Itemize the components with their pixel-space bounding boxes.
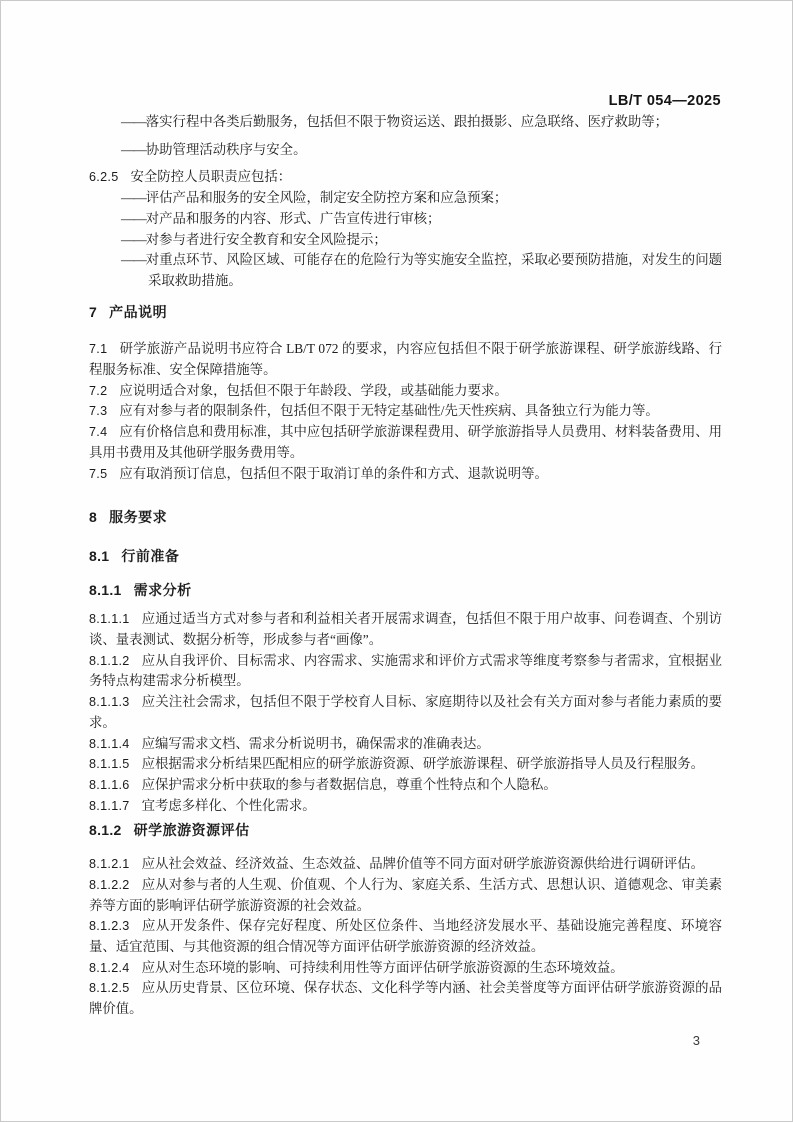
- clause-8-1-2-5: [89, 978, 722, 1019]
- clause-text: 应从开发条件、保存完好程度、所处区位条件、当地经济发展水平、基础设施完善程度、环境容量、适宜范围、与其他资源的组合情况等方面评估研学旅游资源的经济效益。: [89, 918, 722, 954]
- clause-number: 8.1.2.1: [89, 857, 130, 872]
- carryover-dash-list: [89, 112, 722, 160]
- section-8-heading: [89, 507, 722, 528]
- clause-text: 应编写需求文档、需求分析说明书，确保需求的准确表达。: [141, 735, 490, 751]
- list-item: [89, 112, 722, 133]
- dash-prefix: ——: [121, 141, 146, 157]
- clause-number: 8.1.1.6: [89, 777, 130, 792]
- clause-number: 8.1.1.5: [89, 757, 130, 772]
- clause-text: 应有价格信息和费用标准，其中应包括研学旅游课程费用、研学旅游指导人员费用、材料装备费用、用具用书费用及其他研学服务费用等。: [89, 424, 722, 460]
- clause-number: 7.4: [89, 425, 108, 440]
- section-7-heading: [89, 302, 722, 323]
- list-item-text: 评估产品和服务的安全风险，制定安全防控方案和应急预案；: [145, 190, 508, 206]
- list-item: [89, 209, 722, 230]
- section-8-1-2-heading: [89, 820, 722, 841]
- clause-number: 8.1.1.3: [89, 695, 130, 710]
- clause-8-1-1-7: [89, 796, 722, 817]
- section-number: 8: [89, 509, 98, 526]
- section-number: 8.1.2: [89, 822, 122, 839]
- clause-number: 7.3: [89, 404, 108, 419]
- section-number: 7: [89, 303, 98, 320]
- section-title: 需求分析: [133, 581, 192, 598]
- list-item-text: 对参与者进行安全教育和安全风险提示；: [145, 231, 387, 247]
- list-item-text: 对重点环节、风险区域、可能存在的危险行为等实施安全监控，采取必要预防措施，对发生的问题采取救助措施。: [145, 252, 722, 288]
- section-title: 产品说明: [109, 303, 168, 320]
- list-item: [89, 250, 722, 291]
- clause-8-1-1-4: [89, 734, 722, 755]
- clause-8-1-1-2: [89, 651, 722, 692]
- clause-text: 应根据需求分析结果匹配相应的研学旅游资源、研学旅游课程、研学旅游指导人员及行程服务。: [141, 756, 705, 772]
- clause-number: 7.1: [89, 342, 108, 357]
- clause-7-5: [89, 464, 722, 485]
- clause-text: 宜考虑多样化、个性化需求。: [141, 797, 316, 813]
- clause-text: 应从历史背景、区位环境、保存状态、文化科学等内涵、社会美誉度等方面评估研学旅游资源的品牌价值。: [89, 980, 722, 1017]
- standard-code-header: LB/T 054—2025: [608, 93, 721, 109]
- clause-number: 8.1.1.7: [89, 798, 130, 813]
- list-item: [89, 188, 722, 209]
- clause-8-1-2-3: [89, 916, 722, 957]
- section-8-1-heading: [89, 546, 722, 567]
- clause-number: 6.2.5: [89, 170, 119, 185]
- clause-text: 研学旅游产品说明书应符合 LB/T 072 的要求，内容应包括但不限于研学旅游课程、研学旅游线路、行程服务标准、安全保障措施等。: [89, 341, 722, 378]
- dash-prefix: ——: [121, 252, 146, 268]
- clause-8-1-2-1: [89, 854, 722, 875]
- list-item: [89, 230, 722, 251]
- clause-8-1-2-4: [89, 958, 722, 979]
- clause-8-1-2-2: [89, 875, 722, 916]
- list-item-text: 协助管理活动秩序与安全。: [145, 141, 307, 157]
- section-title: 行前准备: [121, 547, 180, 564]
- dash-prefix: ——: [121, 190, 146, 206]
- list-item-text: 对产品和服务的内容、形式、广告宣传进行审核；: [145, 210, 441, 226]
- section-number: 8.1.1: [89, 581, 122, 598]
- clause-text: 应从自我评价、目标需求、内容需求、实施需求和评价方式需求等维度考察参与者需求，宜根据业务特点构建需求分析模型。: [89, 652, 722, 689]
- clause-text: 安全防控人员职责应包括：: [130, 169, 292, 185]
- clause-7-1: [89, 339, 722, 380]
- clause-text: 应保护需求分析中获取的参与者数据信息，尊重个性特点和个人隐私。: [141, 776, 557, 792]
- clause-8-1-1-1: [89, 609, 722, 650]
- clause-7-2: [89, 381, 722, 402]
- clause-8-1-1-3: [89, 692, 722, 733]
- list-item: [89, 140, 722, 161]
- clause-7-4: [89, 422, 722, 463]
- clause-text: 应关注社会需求，包括但不限于学校育人目标、家庭期待以及社会有关方面对参与者能力素质的要求。: [89, 694, 722, 730]
- clause-text: 应从社会效益、经济效益、生态效益、品牌价值等不同方面对研学旅游资源供给进行调研评估。: [141, 856, 705, 872]
- clause-6-2-5-dash-list: [89, 188, 722, 292]
- section-8-1-1-heading: [89, 580, 722, 601]
- clause-8-1-1-6: [89, 775, 722, 796]
- dash-prefix: ——: [121, 114, 146, 129]
- clause-number: 8.1.1.1: [89, 612, 130, 627]
- clause-number: 7.5: [89, 466, 108, 481]
- clause-number: 8.1.2.2: [89, 877, 130, 892]
- clause-6-2-5: [89, 167, 722, 188]
- clause-number: 8.1.2.3: [89, 919, 130, 934]
- section-title: 研学旅游资源评估: [133, 822, 250, 839]
- clause-7-3: [89, 401, 722, 422]
- clause-text: 应说明适合对象，包括但不限于年龄段、学段，或基础能力要求。: [119, 382, 508, 398]
- dash-prefix: ——: [121, 210, 146, 226]
- section-title: 服务要求: [109, 509, 168, 526]
- clause-text: 应从对参与者的人生观、价值观、个人行为、家庭关系、生活方式、思想认识、道德观念、审美素养等方面的影响评估研学旅游资源的社会效益。: [89, 876, 722, 913]
- page-content: [89, 112, 722, 1020]
- section-7-clauses: [89, 339, 722, 484]
- clause-8-1-1-5: [89, 754, 722, 775]
- section-8-1-1-clauses: [89, 609, 722, 816]
- clause-number: 8.1.1.2: [89, 653, 130, 668]
- clause-number: 8.1.2.4: [89, 960, 130, 975]
- clause-text: 应有取消预订信息，包括但不限于取消订单的条件和方式、退款说明等。: [119, 465, 548, 481]
- clause-number: 8.1.1.4: [89, 736, 130, 751]
- list-item-text: 落实行程中各类后勤服务，包括但不限于物资运送、跟拍摄影、应急联络、医疗救助等；: [145, 114, 669, 129]
- page-number: 3: [692, 1033, 700, 1048]
- clause-number: 8.1.2.5: [89, 981, 130, 996]
- clause-text: 应有对参与者的限制条件，包括但不限于无特定基础性/先天性疾病、具备独立行为能力等。: [119, 403, 659, 419]
- clause-text: 应通过适当方式对参与者和利益相关者开展需求调查，包括但不限于用户故事、问卷调查、个别访谈、量表测试、数据分析等，形成参与者“画像”。: [89, 611, 722, 648]
- section-number: 8.1: [89, 547, 110, 564]
- section-8-1-2-clauses: [89, 854, 722, 1020]
- clause-text: 应从对生态环境的影响、可持续利用性等方面评估研学旅游资源的生态环境效益。: [141, 959, 624, 975]
- dash-prefix: ——: [121, 231, 146, 247]
- clause-number: 7.2: [89, 383, 108, 398]
